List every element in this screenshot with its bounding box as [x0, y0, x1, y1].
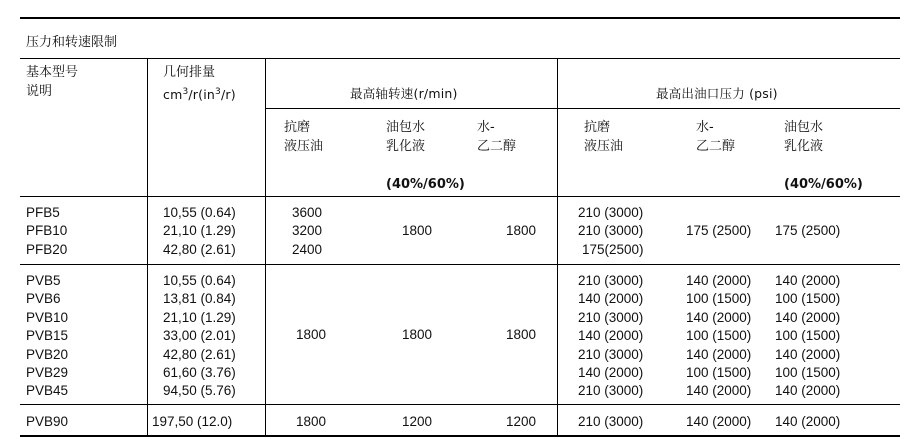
table-cell: 140 (2000): [775, 273, 841, 288]
table-cell: 100 (1500): [686, 291, 752, 307]
group1-pressure-glycol: 175 (2500): [686, 223, 752, 238]
header-description: 说明: [26, 84, 53, 99]
table-cell: PVB45: [26, 383, 69, 399]
table-cell: PVB15: [26, 328, 69, 344]
table-cell: 140 (2000): [775, 309, 841, 325]
group3-speed-emulsion: 1200: [402, 414, 433, 429]
unit-sup-1: 3: [182, 87, 189, 97]
header-displacement: 几何排量: [163, 65, 216, 80]
table-cell: 140 (2000): [775, 346, 841, 362]
table-cell: 100 (1500): [775, 328, 841, 344]
table-cell: 10,55 (0.64): [163, 273, 236, 288]
table-cell: 140 (2000): [686, 346, 752, 362]
sub-pressure-antiwear-2: 液压油: [584, 139, 624, 154]
table-cell: 21,10 (1.29): [163, 309, 236, 325]
table-cell: 10,55 (0.64): [163, 205, 236, 220]
group-header-rule: [265, 108, 900, 109]
group2-speed-emulsion: 1800: [402, 327, 433, 342]
sub-speed-emulsion-2: 乳化液: [386, 139, 426, 154]
group1-pressure-antiwear: [578, 204, 644, 259]
group-divider-1: [20, 264, 900, 265]
table-cell: 210 (3000): [578, 205, 644, 220]
table-cell: PFB10: [26, 223, 68, 239]
table-cell: 94,50 (5.76): [163, 383, 236, 399]
table-cell: 100 (1500): [686, 328, 752, 344]
bottom-rule: [20, 435, 900, 437]
group3-pressure-glycol: 140 (2000): [686, 414, 752, 429]
header-max-pressure: 最高出油口压力 (psi): [656, 86, 778, 101]
unit-sup-2: 3: [215, 87, 221, 97]
sub-speed-antiwear-2: 液压油: [284, 139, 324, 154]
group1-speed-antiwear: [292, 204, 322, 259]
table-cell: PFB5: [26, 205, 60, 220]
unit-close: /r): [220, 87, 236, 102]
group3-speed-antiwear: 1800: [296, 414, 327, 429]
table-cell: 210 (3000): [578, 223, 644, 239]
sub-speed-antiwear-1: 抗磨: [284, 120, 311, 135]
speed-emulsion-ratio: (40%/60%): [386, 177, 465, 192]
table-cell: 210 (3000): [578, 346, 644, 362]
table-cell: 140 (2000): [578, 364, 644, 380]
group2-pressure-emulsion: [775, 272, 840, 401]
sub-speed-emulsion-1: 油包水: [386, 120, 426, 135]
col-divider-2: [265, 58, 266, 436]
group2-models: [26, 272, 68, 401]
table-cell: PVB10: [26, 309, 69, 325]
table-cell: 210 (3000): [578, 273, 644, 288]
unit-per-rev: /r(in: [188, 87, 216, 102]
top-rule: [20, 17, 900, 19]
table-cell: 21,10 (1.29): [163, 223, 236, 239]
group3-pressure-antiwear: 210 (3000): [578, 414, 644, 429]
sub-pressure-emulsion-1: 油包水: [784, 120, 824, 135]
table-cell: 13,81 (0.84): [163, 291, 236, 307]
table-cell: 210 (3000): [578, 309, 644, 325]
header-rule: [20, 58, 900, 59]
group1-displacement: [163, 204, 236, 259]
table-cell: PVB20: [26, 346, 69, 362]
col-divider-3: [557, 58, 558, 436]
table-cell: 140 (2000): [686, 383, 752, 399]
table-cell: 140 (2000): [578, 291, 644, 307]
unit-cm: cm: [163, 87, 183, 102]
sub-speed-glycol-2: 乙二醇: [477, 139, 517, 154]
col-divider-1: [147, 58, 148, 436]
table-cell: PVB5: [26, 273, 61, 288]
table-cell: 3600: [292, 205, 323, 220]
header-max-speed: 最高轴转速(r/min): [350, 86, 458, 101]
table-title: 压力和转速限制: [26, 35, 118, 50]
group3-speed-glycol: 1200: [506, 414, 537, 429]
table-cell: 33,00 (2.01): [163, 328, 236, 344]
sub-speed-glycol-1: 水-: [477, 120, 495, 135]
sub-pressure-antiwear-1: 抗磨: [584, 120, 611, 135]
table-cell: 2400: [292, 241, 323, 257]
table-cell: 175(2500): [582, 241, 644, 257]
table-cell: 3200: [292, 223, 323, 239]
table-cell: 100 (1500): [775, 291, 841, 307]
group1-speed-glycol: 1800: [506, 223, 537, 238]
group2-pressure-glycol: [686, 272, 751, 401]
header-displacement-unit: [163, 83, 236, 104]
table-cell: 100 (1500): [775, 364, 841, 380]
header-model: 基本型号: [26, 65, 79, 80]
group1-models: [26, 204, 67, 259]
table-cell: PFB20: [26, 241, 68, 257]
group3-model: PVB90: [26, 414, 69, 429]
table-cell: 100 (1500): [686, 364, 752, 380]
sub-pressure-glycol-2: 乙二醇: [696, 139, 736, 154]
group1-speed-emulsion: 1800: [402, 223, 433, 238]
table-cell: 140 (2000): [686, 309, 752, 325]
group1-pressure-emulsion: 175 (2500): [775, 223, 841, 238]
table-cell: 61,60 (3.76): [163, 364, 236, 380]
group3-pressure-emulsion: 140 (2000): [775, 414, 841, 429]
sub-pressure-emulsion-2: 乳化液: [784, 139, 824, 154]
table-cell: 42,80 (2.61): [163, 346, 236, 362]
table-cell: 140 (2000): [686, 273, 752, 288]
table-cell: 210 (3000): [578, 383, 644, 399]
group-divider-2: [20, 404, 900, 405]
group2-speed-glycol: 1800: [506, 327, 537, 342]
header-bottom-rule: [20, 196, 900, 197]
pressure-emulsion-ratio: (40%/60%): [784, 177, 863, 192]
sub-pressure-glycol-1: 水-: [696, 120, 714, 135]
group2-pressure-antiwear: [578, 272, 643, 401]
table-cell: 42,80 (2.61): [163, 241, 236, 257]
group2-speed-antiwear: 1800: [296, 327, 327, 342]
table-cell: 140 (2000): [775, 383, 841, 399]
group2-displacement: [163, 272, 236, 401]
table-cell: PVB29: [26, 364, 69, 380]
table-cell: 140 (2000): [578, 328, 644, 344]
group3-displacement: 197,50 (12.0): [152, 414, 233, 429]
table-cell: PVB6: [26, 291, 61, 307]
